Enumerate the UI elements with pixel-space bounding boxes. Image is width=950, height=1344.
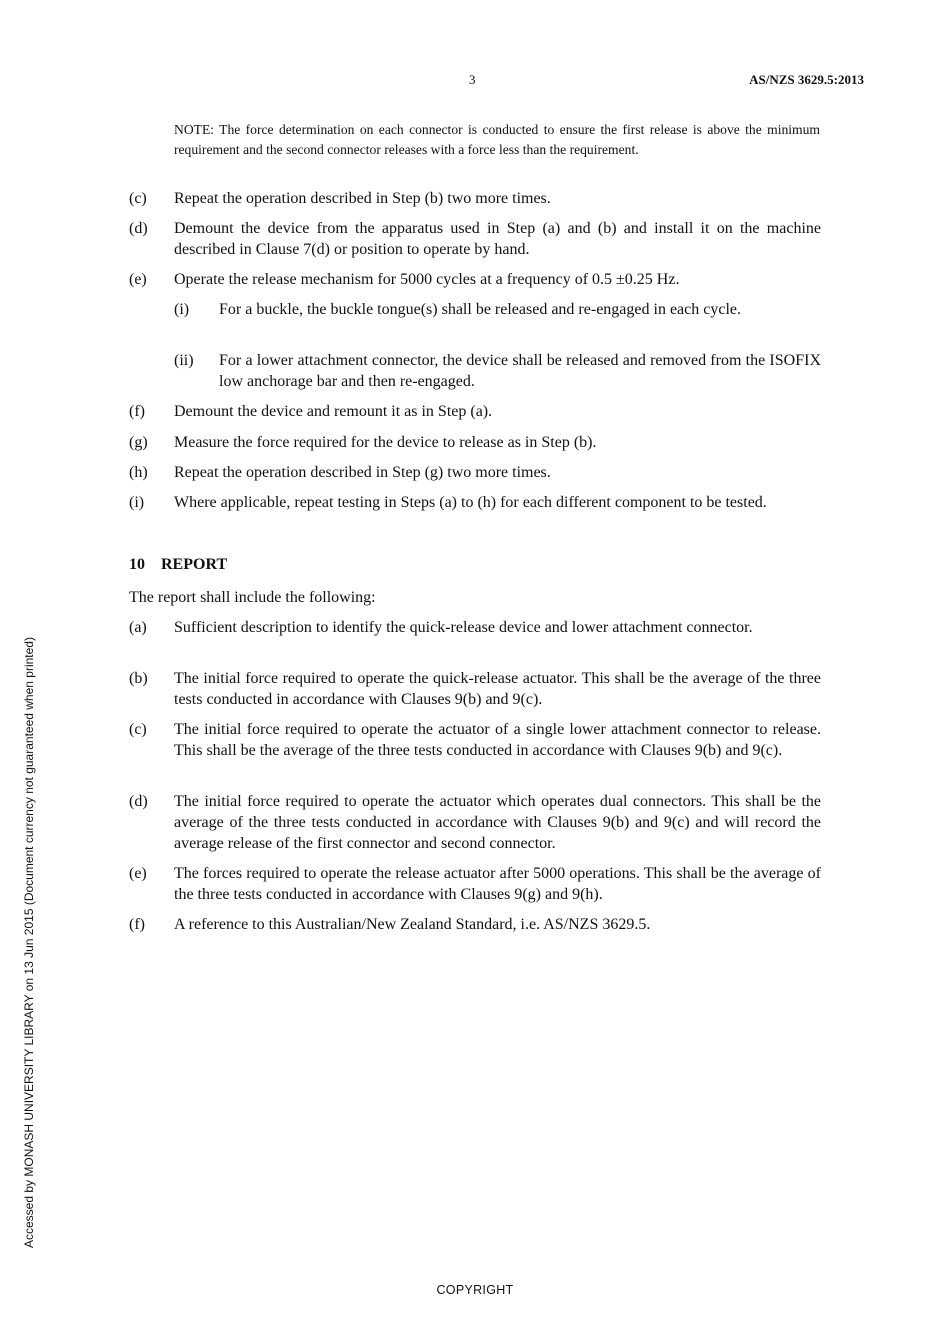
report-item-text: The initial force required to operate the actuator of a single lower attachment connector to release. This shall be the average of the three tests conducted in accordance with Clauses 9(b) and 9(c). <box>174 721 821 759</box>
report-item-text: The forces required to operate the release actuator after 5000 operations. This shall be the average of the three tests conducted in accordance with Clauses 9(g) and 9(h). <box>174 865 821 903</box>
step-f <box>129 401 821 422</box>
step-d <box>129 218 821 260</box>
step-label: (e) <box>129 271 147 288</box>
report-item-c <box>129 719 821 761</box>
report-item-d <box>129 791 821 854</box>
section-title: REPORT <box>161 556 228 573</box>
report-item-text: The initial force required to operate the actuator which operates dual connectors. This shall be the average of the three tests conducted in accordance with Clauses 9(b) and 9(c) and will record the average release of the first connector and second connector. <box>174 793 821 852</box>
step-label: (i) <box>129 494 145 511</box>
step-e <box>129 269 821 290</box>
report-item-label: (b) <box>129 670 148 687</box>
report-item-b <box>129 668 821 710</box>
report-item-text: A reference to this Australian/New Zealand Standard, i.e. AS/NZS 3629.5. <box>174 916 651 933</box>
step-text: Measure the force required for the device to release as in Step (b). <box>174 434 597 451</box>
substep-ii <box>174 350 821 392</box>
report-item-f <box>129 914 821 935</box>
step-c <box>129 188 821 209</box>
substep-text: For a lower attachment connector, the device shall be released and removed from the ISOFIX low anchorage bar and then re-engaged. <box>219 352 821 390</box>
report-item-text: Sufficient description to identify the quick-release device and lower attachment connector. <box>174 619 753 636</box>
substep-text: For a buckle, the buckle tongue(s) shall be released and re-engaged in each cycle. <box>219 301 741 318</box>
report-item-label: (a) <box>129 619 147 636</box>
step-text: Repeat the operation described in Step (g) two more times. <box>174 464 551 481</box>
report-item-label: (d) <box>129 793 148 810</box>
section-heading <box>129 556 227 574</box>
step-i <box>129 492 821 513</box>
report-item-e <box>129 863 821 905</box>
step-label: (c) <box>129 190 147 207</box>
step-h <box>129 462 821 483</box>
substep-label: (ii) <box>174 352 194 369</box>
step-text: Demount the device from the apparatus used in Step (a) and (b) and install it on the machine described in Clause 7(d) or position to operate by hand. <box>174 220 821 258</box>
report-item-text: The initial force required to operate the quick-release actuator. This shall be the average of the three tests conducted in accordance with Clauses 9(b) and 9(c). <box>174 670 821 708</box>
step-text: Repeat the operation described in Step (b) two more times. <box>174 190 551 207</box>
page-number: 3 <box>469 72 476 87</box>
copyright-footer: COPYRIGHT <box>436 1283 514 1297</box>
report-item-label: (e) <box>129 865 147 882</box>
report-item-a <box>129 617 821 638</box>
document-id: AS/NZS 3629.5:2013 <box>749 72 864 87</box>
step-label: (d) <box>129 220 148 237</box>
substep-label: (i) <box>174 301 190 318</box>
access-watermark: Accessed by MONASH UNIVERSITY LIBRARY on 13 Jun 2015 (Document currency not guaranteed when printed) <box>22 637 36 1248</box>
step-label: (h) <box>129 464 148 481</box>
step-g <box>129 432 821 453</box>
step-label: (f) <box>129 403 145 420</box>
note-paragraph: NOTE: The force determination on each connector is conducted to ensure the first release is above the minimum requirement and the second connector releases with a force less than the requirement. <box>174 122 820 157</box>
section-number: 10 <box>129 556 145 573</box>
report-intro: The report shall include the following: <box>129 589 376 606</box>
report-item-label: (f) <box>129 916 145 933</box>
report-item-label: (c) <box>129 721 147 738</box>
step-text: Where applicable, repeat testing in Steps (a) to (h) for each different component to be tested. <box>174 494 767 511</box>
step-label: (g) <box>129 434 148 451</box>
step-text: Operate the release mechanism for 5000 cycles at a frequency of 0.5 ±0.25 Hz. <box>174 271 680 288</box>
substep-i <box>174 299 821 320</box>
step-text: Demount the device and remount it as in Step (a). <box>174 403 493 420</box>
